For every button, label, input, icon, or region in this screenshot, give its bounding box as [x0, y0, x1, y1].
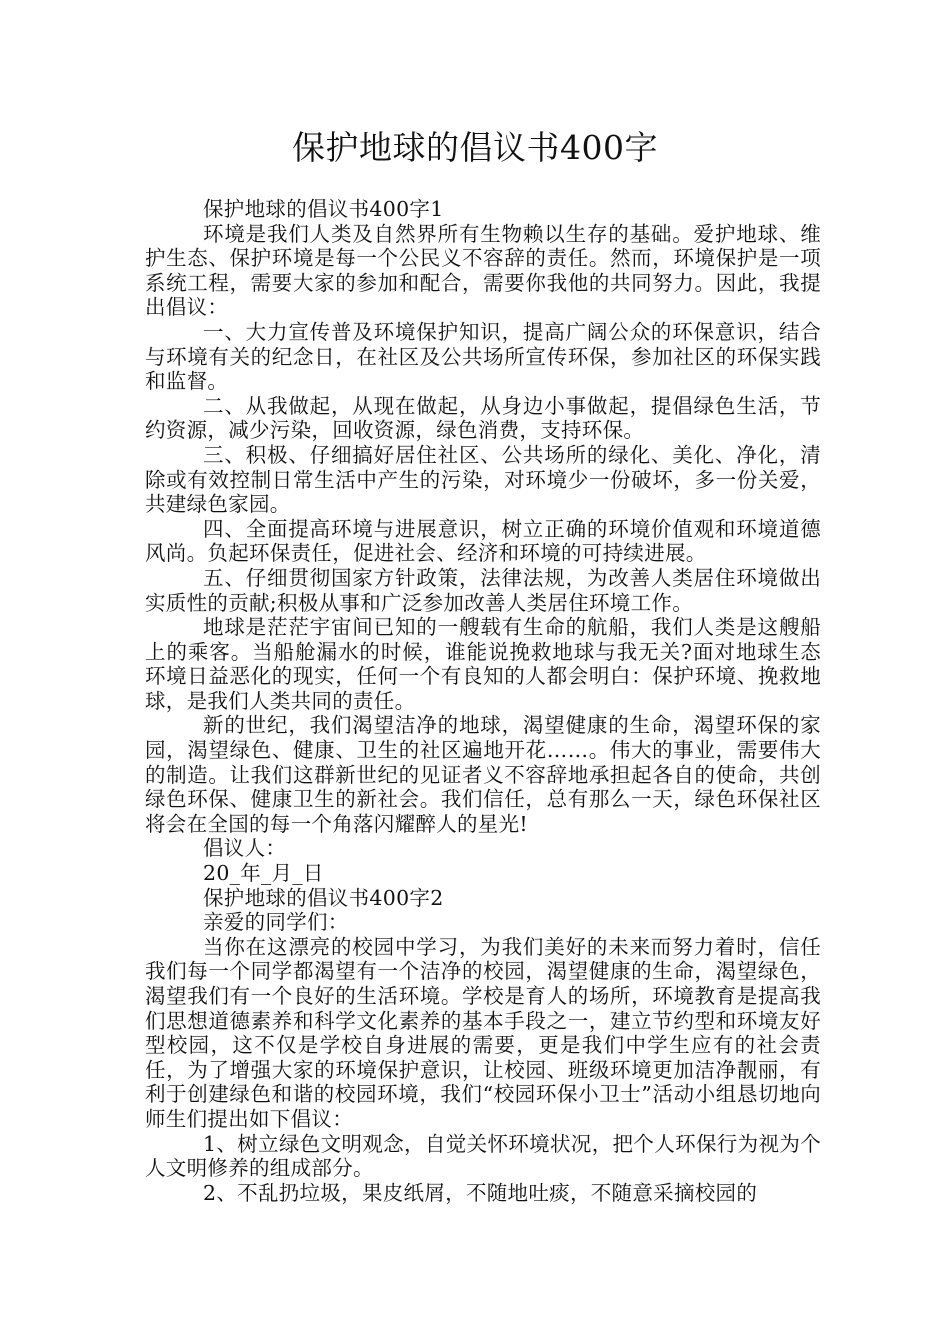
- paragraph-item-3: 三、积极、仔细搞好居住社区、公共场所的绿化、美化、净化，清除或有效控制日常生活中产生的污染，对环境少一份破坏，多一份关爱，共建绿色家园。: [145, 442, 821, 517]
- section-heading-1: 保护地球的倡议书400字1: [203, 197, 444, 221]
- paragraph-item-1: 一、大力宣传普及环境保护知识，提高广阔公众的环保意识，结合与环境有关的纪念日，在社区及公共场所宣传环保，参加社区的环保实践和监督。: [145, 319, 821, 394]
- section-heading-2: 保护地球的倡议书400字2: [203, 885, 444, 910]
- paragraph-proposal-1: 1、树立绿色文明观念，自觉关怀环境状况，把个人环保行为视为个人文明修养的组成部分。: [145, 1131, 821, 1181]
- paragraph-intro: 环境是我们人类及自然界所有生物赖以生存的基础。爱护地球、维护生态、保护环境是每一个公民义不容辞的责任。然而，环境保护是一项系统工程，需要大家的参加和配合，需要你我他的共同努力。因此，我提出倡议：: [145, 221, 821, 320]
- document-title: 保护地球的倡议书400字: [292, 128, 658, 167]
- paragraph-proposal-2: 2、不乱扔垃圾，果皮纸屑，不随地吐痰，不随意采摘校园的: [203, 1180, 758, 1205]
- paragraph-item-4: 四、全面提高环境与进展意识，树立正确的环境价值观和环境道德风尚。负起环保责任，促进社会、经济和环境的可持续进展。: [145, 516, 821, 566]
- paragraph-campus: 当你在这漂亮的校园中学习，为我们美好的未来而努力着时，信任我们每一个同学都渴望有一个洁净的校园，渴望健康的生命，渴望绿色，渴望我们有一个良好的生活环境。学校是育人的场所，环境教育是提高我们思想道德素养和科学文化素养的基本手段之一，建立节约型和环境友好型校园，这不仅是学校自身进展的需要，更是我们中学生应有的社会责任，为了增强大家的环境保护意识，让校园、班级环境更加洁净靓丽，有利于创建绿色和谐的校园环境，我们“校园环保小卫士”活动小组恳切地向师生们提出如下倡议：: [145, 934, 821, 1131]
- signature-label: 倡议人：: [203, 836, 287, 861]
- date-line: 20_年_月_日: [203, 861, 324, 886]
- paragraph-new-century: 新的世纪，我们渴望洁净的地球，渴望健康的生命，渴望环保的家园，渴望绿色、健康、卫生的社区遍地开花……。伟大的事业，需要伟大的制造。让我们这群新世纪的见证者义不容辞地承担起各自的使命，共创绿色环保、健康卫生的新社会。我们信任，总有那么一天，绿色环保社区将会在全国的每一个角落闪耀醉人的星光!: [145, 713, 821, 836]
- salutation: 亲爱的同学们：: [203, 910, 349, 935]
- paragraph-item-5: 五、仔细贯彻国家方针政策，法律法规，为改善人类居住环境做出实质性的贡献;积极从事和广泛参加改善人类居住环境工作。: [145, 565, 821, 615]
- paragraph-earth: 地球是茫茫宇宙间已知的一艘载有生命的航船，我们人类是这艘船上的乘客。当船舱漏水的时候，谁能说挽救地球与我无关?面对地球生态环境日益恶化的现实，任何一个有良知的人都会明白：保护环境、挽救地球，是我们人类共同的责任。: [145, 615, 821, 713]
- document-body: [145, 197, 821, 1205]
- paragraph-item-2: 二、从我做起，从现在做起，从身边小事做起，提倡绿色生活，节约资源，减少污染，回收资源，绿色消费，支持环保。: [145, 393, 821, 443]
